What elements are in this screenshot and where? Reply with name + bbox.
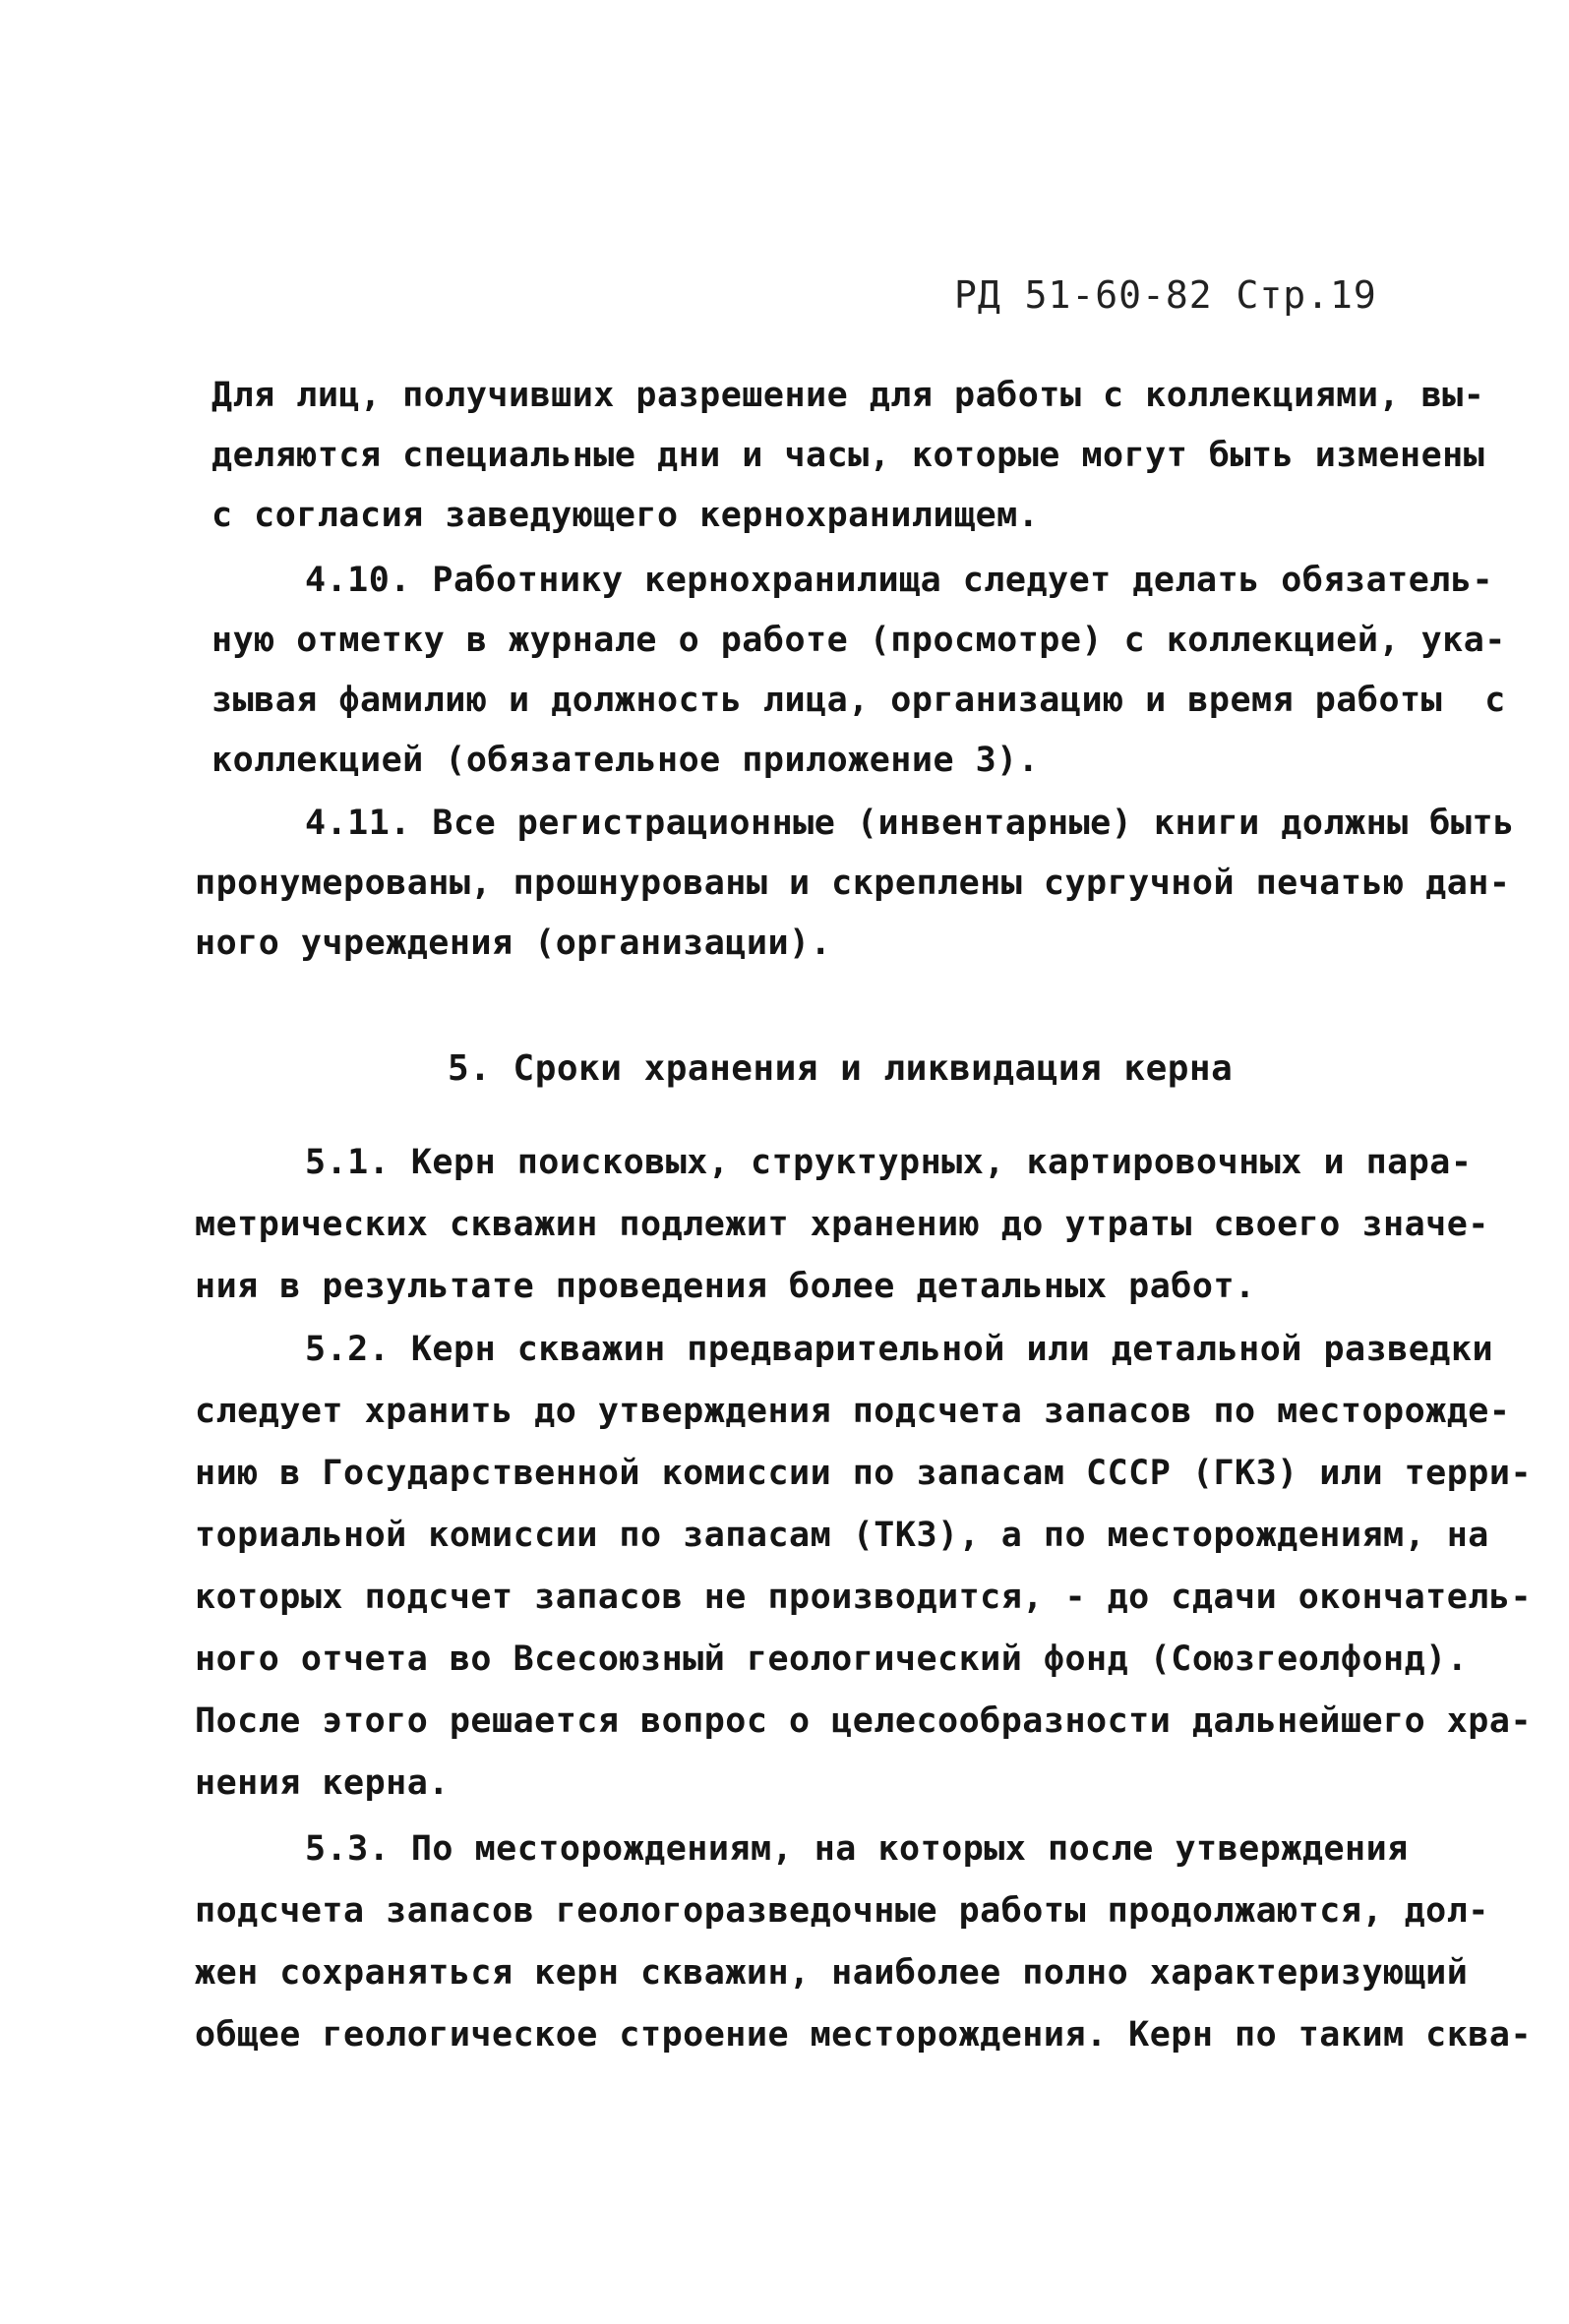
text-line: Для лиц, получивших разрешение для работы с коллекциями, вы- [211,376,1485,415]
text-line: деляются специальные дни и часы, которые могут быть изменены [211,436,1485,475]
text-line: подсчета запасов геологоразведочные работы продолжаются, дол- [195,1891,1489,1931]
text-line: 5.1. Керн поисковых, структурных, картировочных и пара- [305,1143,1473,1182]
text-line: зывая фамилию и должность лица, организацию и время работы с [211,681,1506,720]
text-line: 5.2. Керн скважин предварительной или детальной разведки [305,1330,1494,1369]
text-line: нения керна. [195,1763,450,1803]
text-line: коллекцией (обязательное приложение 3). [211,741,1040,780]
text-line: ную отметку в журнале о работе (просмотре) с коллекцией, ука- [211,621,1506,660]
text-line: пронумерованы, прошнурованы и скреплены сургучной печатью дан- [195,864,1511,903]
page-header: РД 51-60-82 Стр.19 [954,273,1377,317]
text-line: 4.11. Все регистрационные (инвентарные) книги должны быть [305,804,1515,843]
text-line: следует хранить до утверждения подсчета запасов по месторожде- [195,1392,1511,1431]
text-line: 4.10. Работнику кернохранилища следует делать обязатель- [305,561,1494,600]
text-line: ного учреждения (организации). [195,924,832,963]
text-line: После этого решается вопрос о целесообразности дальнейшего хра- [195,1701,1533,1741]
text-line: нию в Государственной комиссии по запасам СССР (ГКЗ) или терри- [195,1454,1533,1493]
text-line: ного отчета во Всесоюзный геологический фонд (Союзгеолфонд). [195,1639,1469,1679]
text-line: жен сохраняться керн скважин, наиболее полно характеризующий [195,1953,1469,1993]
text-line: которых подсчет запасов не производится, - до сдачи окончатель- [195,1578,1533,1617]
section-title: 5. Сроки хранения и ликвидация керна [448,1048,1234,1089]
text-line: ториальной комиссии по запасам (ТКЗ), а по месторождениям, на [195,1516,1489,1555]
text-line: метрических скважин подлежит хранению до утраты своего значе- [195,1205,1489,1244]
text-line: ния в результате проведения более детальных работ. [195,1267,1256,1306]
text-line: с согласия заведующего кернохранилищем. [211,496,1040,535]
text-line: 5.3. По месторождениям, на которых после утверждения [305,1829,1409,1869]
text-line: общее геологическое строение месторождения. Керн по таким сква- [195,2015,1533,2055]
